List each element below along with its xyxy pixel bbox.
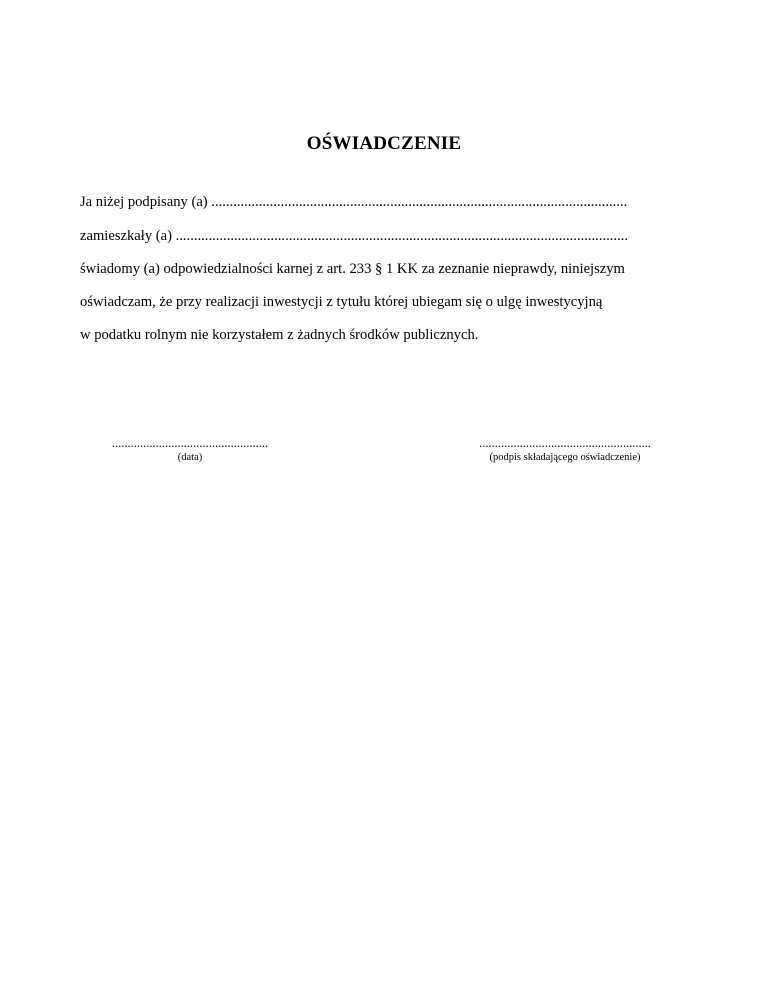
statement-line-3: w podatku rolnym nie korzystałem z żadnych środków publicznych. [80, 327, 479, 343]
document-title: OŚWIADCZENIE [306, 133, 462, 154]
date-dotted-line: .................................................. [111, 436, 269, 450]
date-signature-block [90, 436, 290, 464]
signature-caption: (podpis składającego oświadczenie) [489, 452, 641, 463]
date-caption: (data) [177, 452, 203, 463]
signature-dotted-line: ....................................................... [479, 436, 651, 450]
residence-line: zamieszkały (a) ............................................................................................................................ [80, 228, 629, 244]
statement-line-1: świadomy (a) odpowiedzialności karnej z art. 233 § 1 KK za zeznanie nieprawdy, niniejszym [80, 261, 625, 277]
signature-block [452, 436, 678, 464]
declarant-name-line: Ja niżej podpisany (a) .................................................................................................................. [80, 194, 628, 210]
statement-line-2: oświadczam, że przy realizacji inwestycji z tytułu której ubiegam się o ulgę inwestycyjną [80, 294, 603, 310]
